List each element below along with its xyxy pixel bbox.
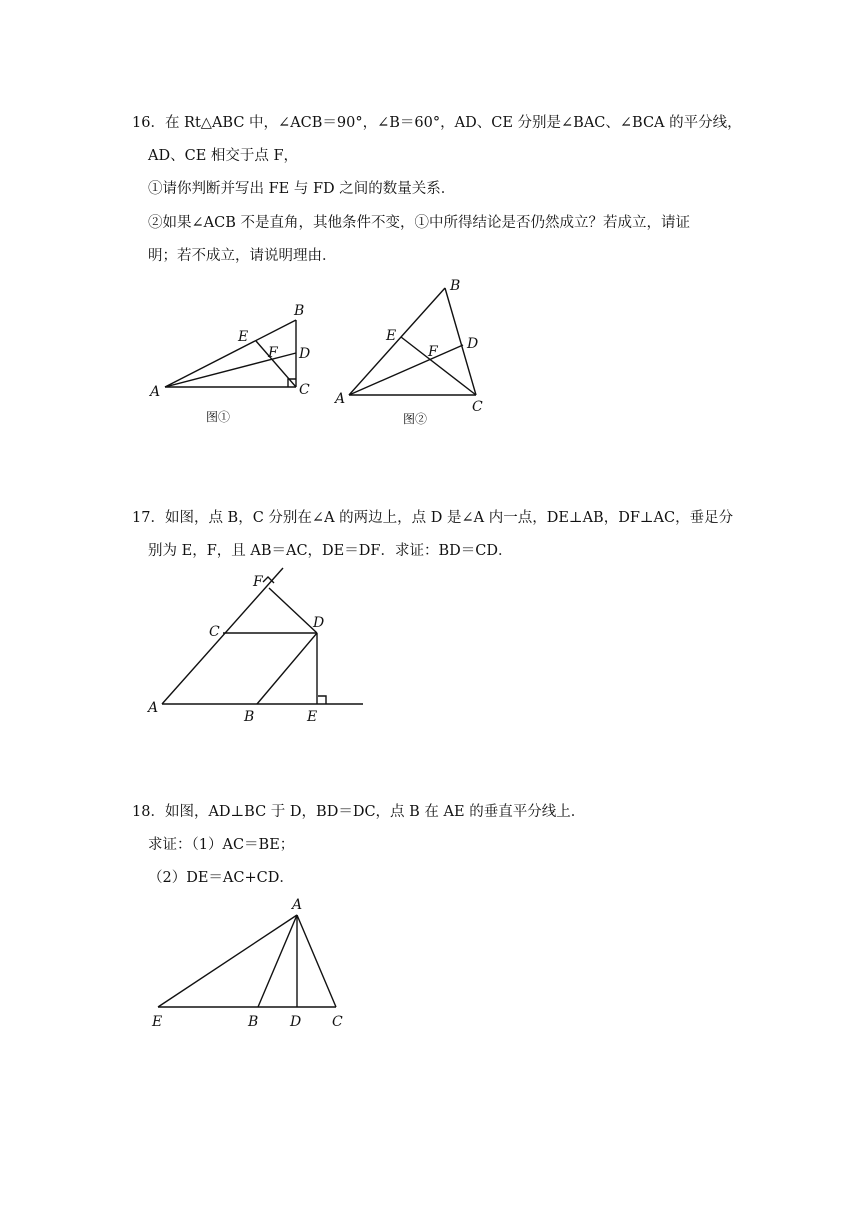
problem-16-figure-2 xyxy=(330,275,530,435)
label-b: B xyxy=(450,278,461,294)
problem-16-line-1: 16．在 Rt△ABC 中，∠ACB＝90°，∠B＝60°，AD、CE 分别是∠BAC、∠BCA 的平分线， xyxy=(132,115,742,131)
label-b: B xyxy=(244,709,255,725)
label-a: A xyxy=(335,391,346,407)
problem-17-figure xyxy=(140,562,380,732)
label-c: C xyxy=(332,1014,343,1030)
label-f: F xyxy=(428,344,438,360)
problem-17-line-1: 17．如图，点 B，C 分别在∠A 的两边上，点 D 是∠A 内一点，DE⊥AB，DF⊥AC，垂足分 xyxy=(132,510,734,526)
problem-16-part-1: ①请你判断并写出 FE 与 FD 之间的数量关系． xyxy=(148,181,456,197)
ray-ac xyxy=(162,568,283,704)
segment-ab xyxy=(258,915,297,1007)
right-angle-mark-e xyxy=(318,696,326,704)
label-b: B xyxy=(294,303,305,319)
segment-ad xyxy=(349,345,463,395)
segment-ce xyxy=(401,336,479,395)
segment-ae xyxy=(158,915,297,1007)
label-e: E xyxy=(238,329,249,345)
problem-16-part-2: ②如果∠ACB 不是直角，其他条件不变，①中所得结论是否仍然成立？若成立，请证 xyxy=(148,215,690,231)
label-f: F xyxy=(268,345,278,361)
label-d: D xyxy=(299,346,311,362)
label-a: A xyxy=(148,700,159,716)
segment-ac xyxy=(297,915,336,1007)
segment-df xyxy=(269,588,317,633)
problem-16-line-2: AD、CE 相交于点 F， xyxy=(148,148,299,164)
segment-ab xyxy=(349,288,445,395)
label-b: B xyxy=(248,1014,259,1030)
label-c: C xyxy=(472,399,483,415)
figure-1-caption: 图① xyxy=(206,410,231,424)
problem-18-figure xyxy=(140,892,370,1042)
label-c: C xyxy=(209,624,220,640)
label-d: D xyxy=(290,1014,302,1030)
label-a: A xyxy=(150,384,161,400)
problem-16-figure-1 xyxy=(140,278,340,428)
label-e: E xyxy=(307,709,318,725)
label-c: C xyxy=(299,382,310,398)
segment-bd xyxy=(257,633,317,704)
problem-17-line-2: 别为 E，F，且 AB＝AC，DE＝DF．求证：BD＝CD． xyxy=(148,543,513,559)
label-e: E xyxy=(386,328,397,344)
problem-18-line-2: 求证：（1）AC＝BE； xyxy=(148,837,295,853)
label-e: E xyxy=(152,1014,163,1030)
label-d: D xyxy=(467,336,479,352)
problem-16-line-5: 明；若不成立，请说明理由． xyxy=(148,248,337,264)
label-f: F xyxy=(253,574,263,590)
figure-2-caption: 图② xyxy=(403,412,428,426)
problem-18-line-3: （2）DE＝AC+CD． xyxy=(148,870,294,886)
label-a: A xyxy=(292,897,303,913)
label-d: D xyxy=(313,615,325,631)
problem-18-line-1: 18．如图，AD⊥BC 于 D，BD＝DC，点 B 在 AE 的垂直平分线上． xyxy=(132,804,586,820)
